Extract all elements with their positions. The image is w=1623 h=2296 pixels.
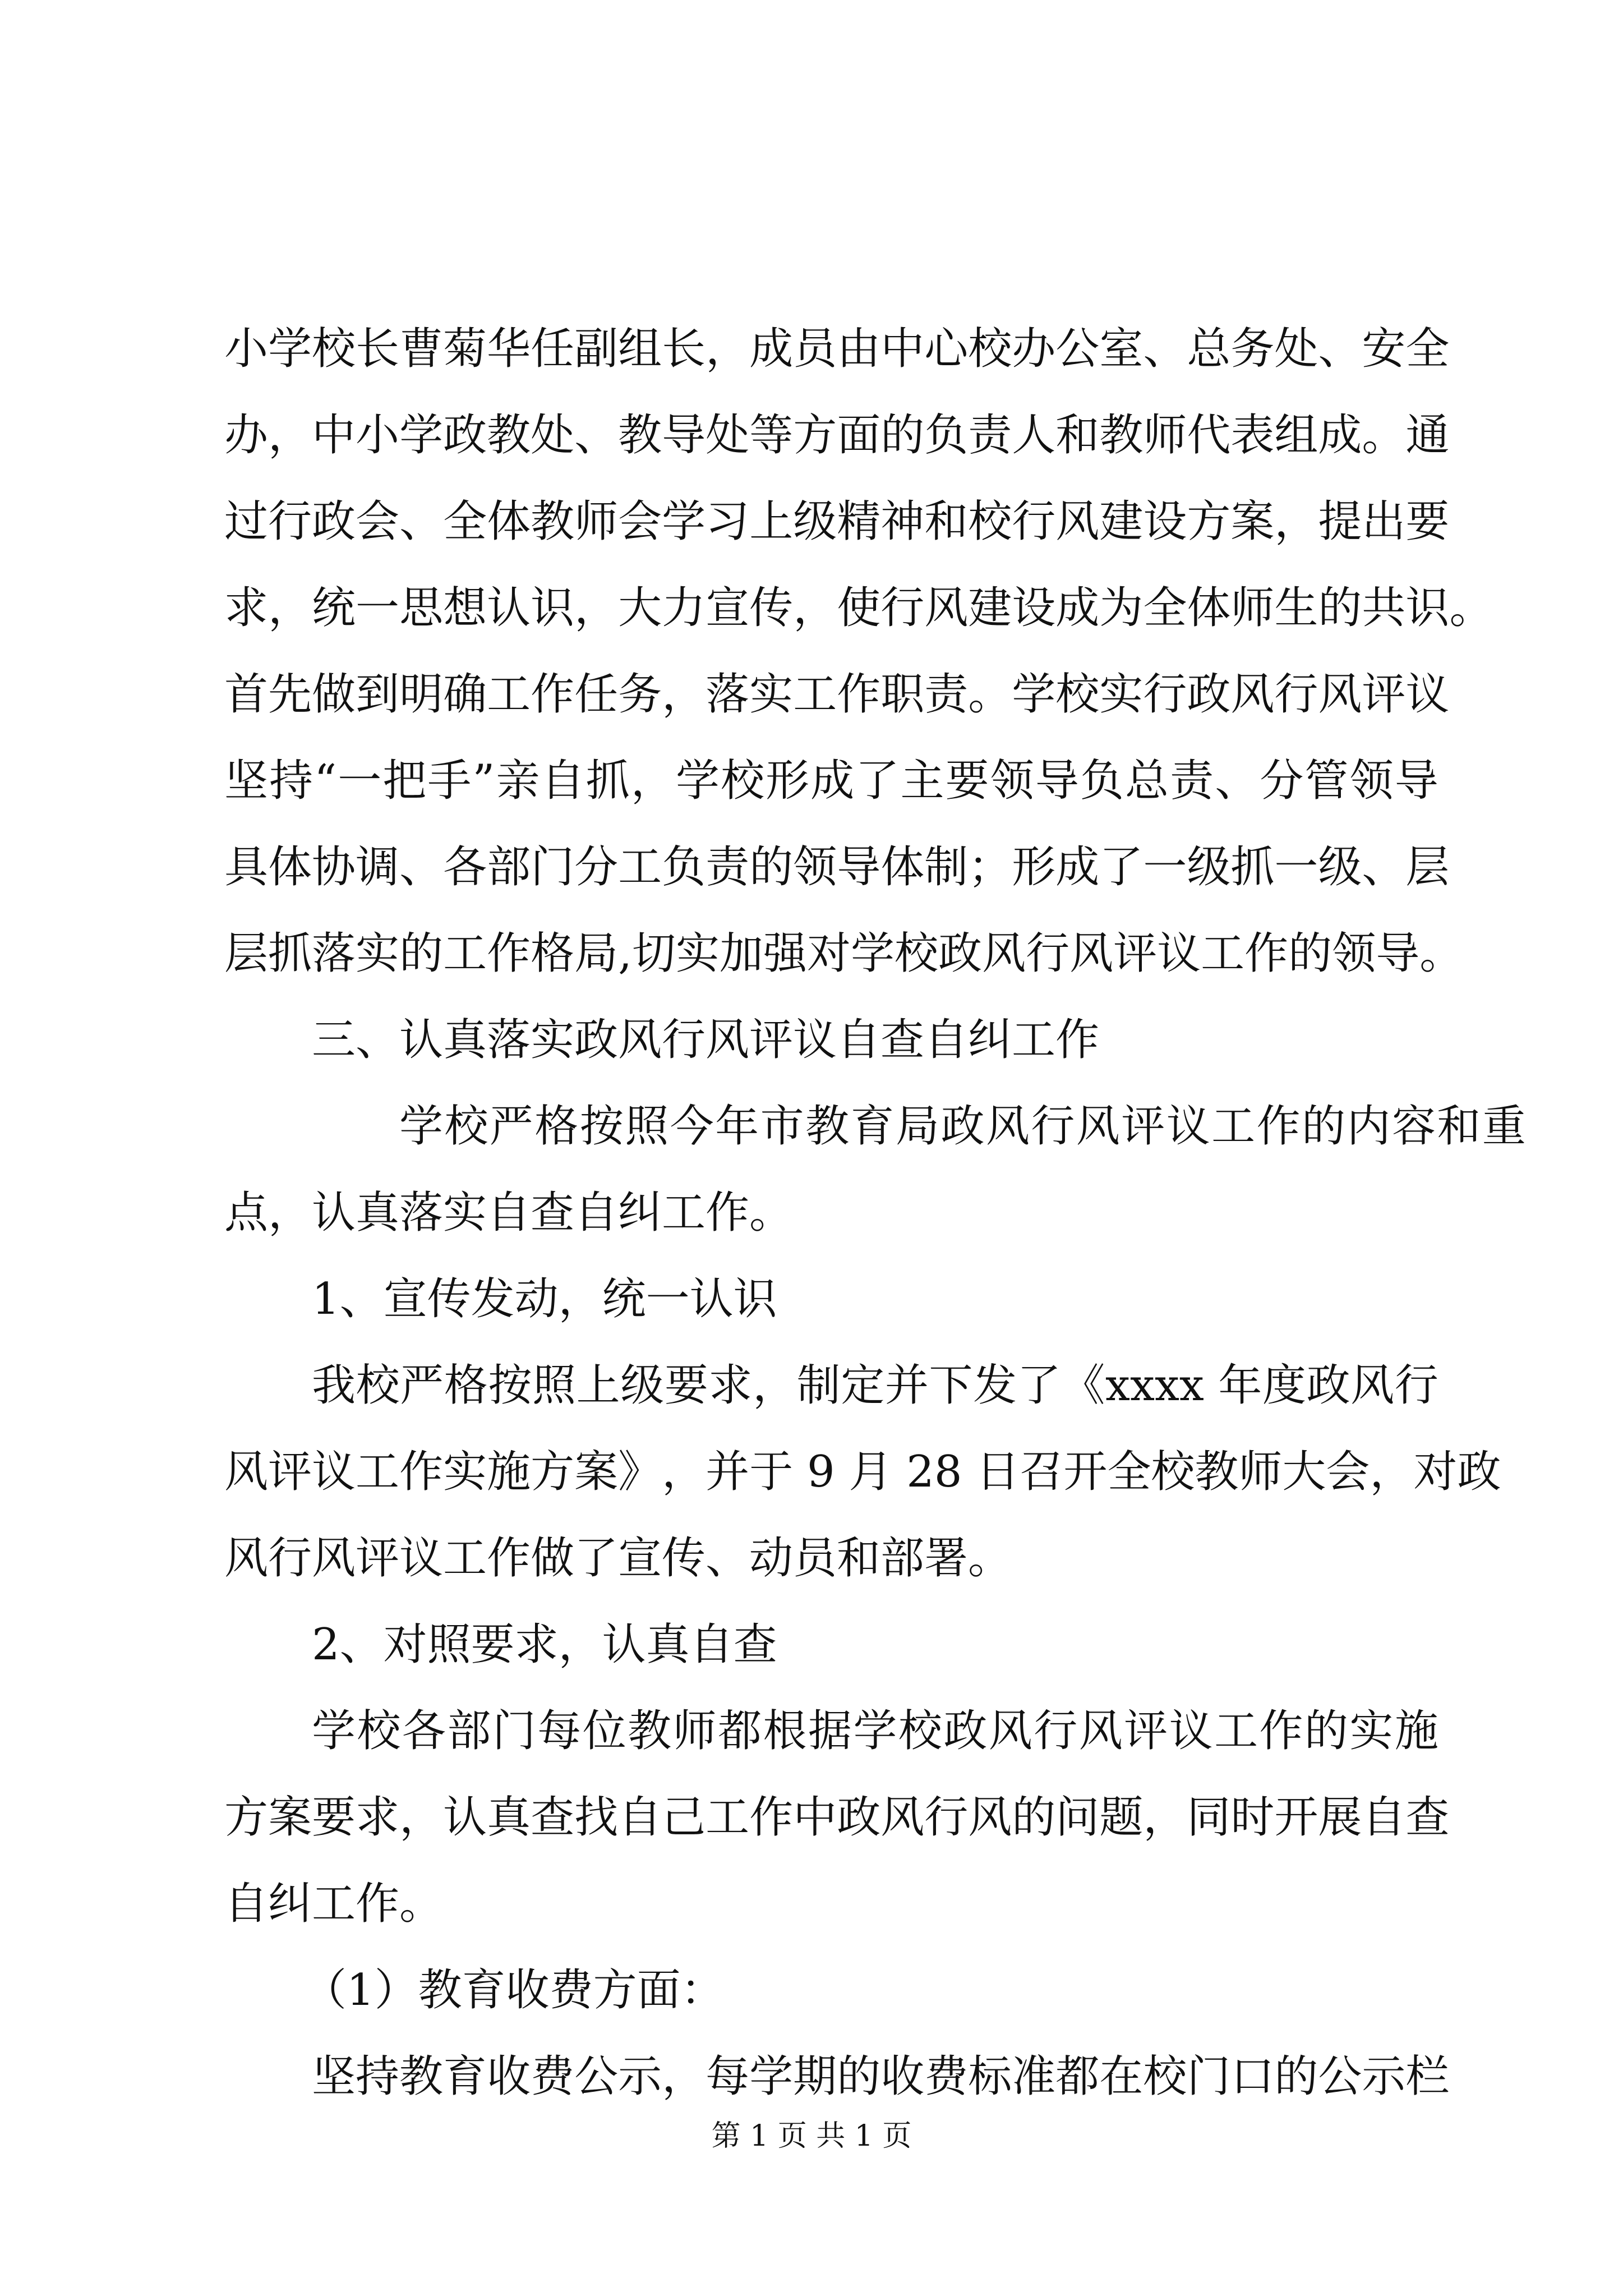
subsection-heading: （1）教育收费方面： xyxy=(303,1965,725,2016)
subsection-heading: 2、对照要求，认真自查 xyxy=(312,1619,777,1670)
section-heading: 三、认真落实政风行风评议自查自纠工作 xyxy=(312,1015,1100,1065)
paragraph-line: 具 体 协 调 、 各 部 门 分 工 负 责 的 领 导 体 制 ； 形 成 了 一 级 抓 一 级 、 层 xyxy=(224,842,1450,892)
paragraph-line: 办 ， 中 小 学 政 教 处 、 教 导 处 等 方 面 的 负 责 人 和 教 师 代 表 组 成 。 通 xyxy=(224,410,1450,461)
paragraph-line: 过 行 政 会 、 全 体 教 师 会 学 习 上 级 精 神 和 校 行 风 建 设 方 案 ， 提 出 要 xyxy=(224,496,1450,547)
page-footer: 第 1 页 共 1 页 xyxy=(711,2119,912,2153)
paragraph-line: 我 校 严 格 按 照 上 级 要 求 ， 制 定 并 下 发 了 《 xxxx 年 度 政 风 行 xyxy=(312,1360,1438,1411)
paragraph-line: 风行风评议工作做了宣传、动员和部署。 xyxy=(224,1533,1012,1584)
paragraph-line: 首 先 做 到 明 确 工 作 任 务 ， 落 实 工 作 职 责 。 学 校 实 行 政 风 行 风 评 议 xyxy=(224,669,1450,720)
paragraph-line: 学 校 各 部 门 每 位 教 师 都 根 据 学 校 政 风 行 风 评 议 工 作 的 实 施 xyxy=(312,1706,1438,1756)
paragraph-line: 点，认真落实自查自纠工作。 xyxy=(224,1188,794,1238)
paragraph-line: 学 校 严 格 按 照 今 年 市 教 育 局 政 风 行 风 评 议 工 作 的 内 容 和 重 xyxy=(399,1101,1526,1152)
paragraph-line: 小 学 校 长 曹 菊 华 任 副 组 长 ， 成 员 由 中 心 校 办 公 室 、 总 务 处 、 安 全 xyxy=(224,324,1450,374)
paragraph-line: 层 抓 落 实 的 工 作 格 局 , 切 实 加 强 对 学 校 政 风 行 风 评 议 工 作 的 领 导 。 xyxy=(224,928,1464,979)
document-body xyxy=(224,306,1526,2120)
paragraph-line: 方 案 要 求 ， 认 真 查 找 自 己 工 作 中 政 风 行 风 的 问 题 ， 同 时 开 展 自 查 xyxy=(224,1792,1450,1843)
subsection-heading: 1、宣传发动，统一认识 xyxy=(312,1274,777,1324)
paragraph-line: 坚 持 教 育 收 费 公 示 ， 每 学 期 的 收 费 标 准 都 在 校 门 口 的 公 示 栏 xyxy=(312,2051,1450,2102)
paragraph-line: 风 评 议 工 作 实 施 方 案 》 ， 并 于 9 月 28 日 召 开 全 校 教 师 大 会 ， 对 政 xyxy=(224,1447,1501,1497)
paragraph-line: 坚 持 “ 一 把 手 ” 亲 自 抓 ， 学 校 形 成 了 主 要 领 导 负 总 责 、 分 管 领 导 xyxy=(224,756,1438,806)
paragraph-line: 求 ， 统 一 思 想 认 识 ， 大 力 宣 传 ， 使 行 风 建 设 成 为 全 体 师 生 的 共 识 。 xyxy=(224,583,1493,633)
paragraph-line: 自纠工作。 xyxy=(224,1879,444,1929)
